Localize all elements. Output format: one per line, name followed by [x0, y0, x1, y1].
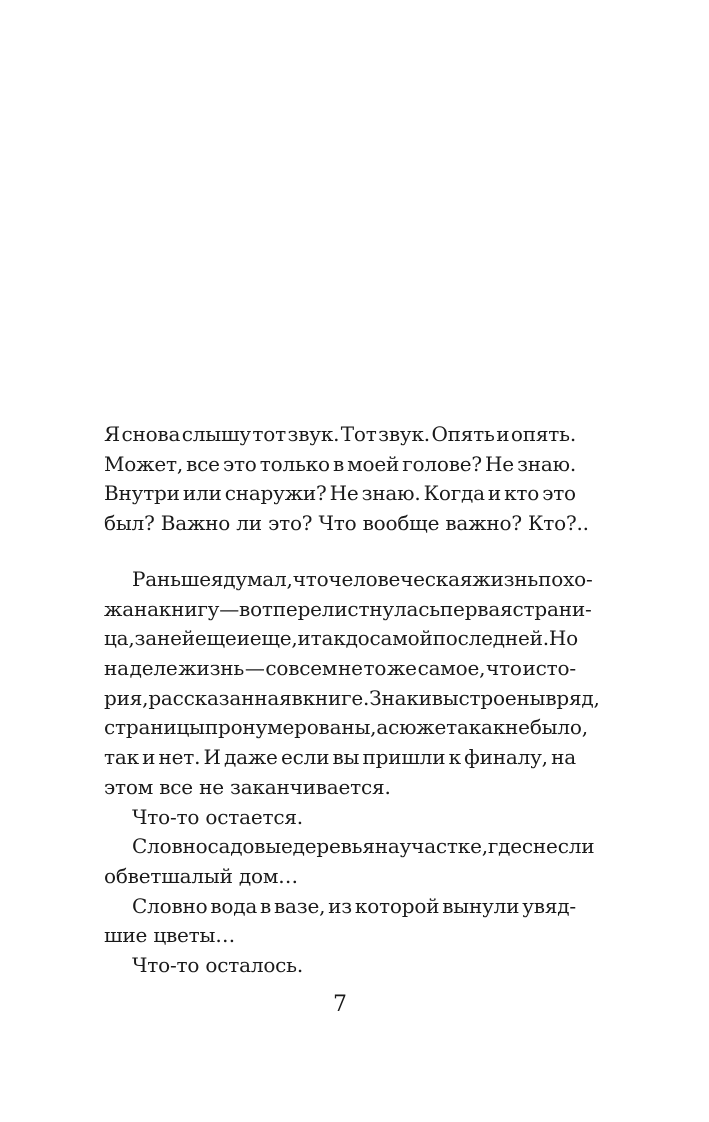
word: снесли [521, 834, 595, 859]
text-line: Что-то осталось. [132, 952, 304, 977]
word: самой [369, 626, 433, 651]
word: из [328, 893, 352, 918]
word: и [496, 422, 510, 446]
word: я [210, 567, 224, 591]
word: — [244, 656, 265, 681]
text-line: был? Важно ли это? Что вообще важно? Кто?.. [104, 511, 589, 536]
word: — [219, 596, 240, 621]
word: же [386, 656, 417, 681]
word: Словно [132, 834, 208, 859]
word: если [280, 745, 330, 770]
word: Не [485, 451, 514, 476]
word: совсем [265, 656, 338, 681]
word: человеческая [328, 567, 473, 591]
word: кто [504, 481, 540, 506]
word: думал, [223, 567, 293, 591]
word: в [291, 685, 303, 710]
word: слышу [181, 422, 251, 446]
word: Может, [104, 451, 183, 476]
text-line [104, 450, 576, 480]
word: Словно [132, 893, 208, 918]
text-line [104, 713, 588, 743]
text-line: Что-то остается. [132, 804, 303, 829]
word: жизнь [472, 567, 539, 591]
word: на [551, 745, 576, 770]
text-line [104, 420, 576, 450]
word: знаю. [361, 481, 421, 506]
word: книге. [302, 685, 370, 710]
word: Раньше [132, 567, 211, 591]
word: вода [210, 893, 258, 918]
word: Когда [423, 481, 485, 506]
word: Я [104, 422, 120, 446]
word: как [468, 715, 506, 740]
text-line [104, 892, 576, 922]
word: исто- [522, 656, 576, 681]
word: Опять [431, 422, 495, 446]
word: так [310, 626, 346, 651]
word: в [260, 893, 272, 918]
word: снаружи? [224, 481, 327, 506]
word: голове? [402, 451, 482, 476]
word: пришли [362, 745, 446, 770]
word: знаю. [517, 451, 576, 476]
word: где [487, 834, 522, 859]
word: было, [529, 715, 588, 740]
word: Внутри [104, 481, 180, 506]
word: рия, [104, 685, 149, 710]
word: самое, [417, 656, 486, 681]
word: которой [354, 893, 440, 918]
word: на [104, 656, 129, 681]
word: вынули [442, 893, 520, 918]
word: и [487, 481, 502, 506]
text-line [104, 684, 600, 714]
text-line [104, 832, 595, 862]
word: деле [129, 656, 178, 681]
word: вы [332, 745, 360, 770]
text-line: шие цветы… [104, 923, 236, 948]
word: на [133, 596, 159, 621]
word: пронумерованы, [204, 715, 377, 740]
word: Тот [340, 422, 377, 446]
word: Но [548, 626, 578, 651]
word: увяд- [522, 893, 576, 918]
word: страни- [512, 596, 592, 621]
word: в [545, 685, 557, 710]
word: жизнь [178, 656, 245, 681]
word: звук. [378, 422, 430, 446]
main-text [104, 565, 600, 981]
word: вот [239, 596, 273, 621]
word: садовые [207, 834, 293, 859]
word: ней [156, 626, 195, 651]
word: и [142, 745, 156, 770]
text-line [104, 595, 592, 625]
word: первая [439, 596, 513, 621]
word: снова [121, 422, 181, 446]
word: еще [194, 626, 237, 651]
intro-paragraph [104, 420, 589, 539]
word: и [297, 626, 311, 651]
word: рассказанная [148, 685, 292, 710]
word: то [363, 656, 387, 681]
word: участке, [399, 834, 488, 859]
word: ряд, [556, 685, 600, 710]
word: только [259, 451, 330, 476]
word: страницы [104, 715, 205, 740]
word: тот [252, 422, 286, 446]
word: похо- [538, 567, 593, 591]
word: И [203, 745, 221, 770]
word: к [448, 745, 461, 770]
word: на [374, 834, 400, 859]
word: это [542, 481, 576, 506]
word: что [486, 656, 522, 681]
text-line: этом все не заканчивается. [104, 774, 391, 799]
word: что [292, 567, 329, 591]
word: еще, [249, 626, 298, 651]
word: деревья [292, 834, 375, 859]
word: не [338, 656, 363, 681]
word: и [236, 626, 250, 651]
word: моей [347, 451, 400, 476]
word: жа [104, 596, 134, 621]
word: опять. [510, 422, 576, 446]
text-line [104, 479, 576, 509]
word: последней. [432, 626, 549, 651]
word: перелистнулась [272, 596, 440, 621]
text-line: обветшалый дом… [104, 863, 298, 888]
word: звук. [287, 422, 340, 446]
word: сюжета [388, 715, 469, 740]
word: ца, [104, 626, 135, 651]
word: так [104, 745, 139, 770]
word: до [345, 626, 370, 651]
text-line [104, 743, 576, 773]
text-line [104, 624, 576, 654]
word: или [182, 481, 222, 506]
word: вазе, [273, 893, 326, 918]
word: книгу [158, 596, 220, 621]
word: в [332, 451, 345, 476]
word: все [186, 451, 220, 476]
word: а [376, 715, 389, 740]
word: даже [224, 745, 278, 770]
word: это [222, 451, 257, 476]
word: финалу, [464, 745, 548, 770]
text-line [104, 565, 593, 595]
word: нет. [158, 745, 201, 770]
word: не [505, 715, 530, 740]
word: Не [329, 481, 359, 506]
word: Знаки [369, 685, 432, 710]
word: выстроены [431, 685, 546, 710]
page-number: 7 [333, 992, 347, 1017]
text-line [104, 654, 576, 684]
word: за [134, 626, 157, 651]
